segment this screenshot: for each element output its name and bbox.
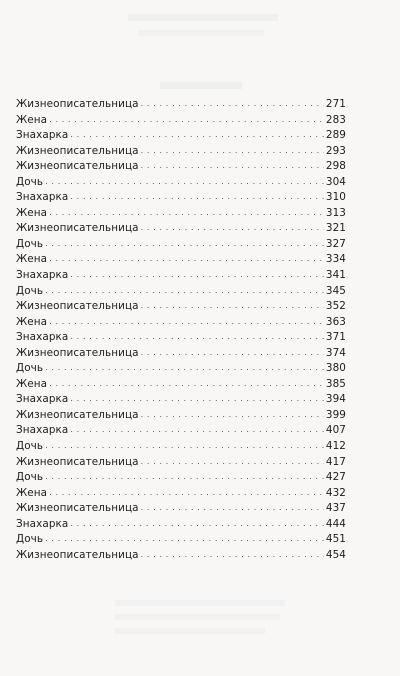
dot-leader	[141, 96, 324, 112]
toc-entry-title: Знахарка	[16, 424, 69, 437]
toc-entry-title: Жена	[16, 206, 48, 219]
toc-entry-page-number: 363	[325, 315, 346, 328]
toc-entry-page-number: 321	[325, 222, 346, 235]
toc-entry[interactable]	[16, 423, 346, 439]
toc-entry-title: Знахарка	[16, 191, 69, 204]
toc-entry[interactable]	[16, 517, 346, 533]
toc-entry[interactable]	[16, 97, 346, 113]
dot-leader	[70, 267, 323, 283]
toc-entry[interactable]	[16, 252, 346, 268]
toc-entry[interactable]	[16, 206, 346, 222]
toc-entry[interactable]	[16, 501, 346, 517]
dot-leader	[70, 189, 323, 205]
toc-entry[interactable]	[16, 144, 346, 160]
toc-entry-title: Жена	[16, 315, 48, 328]
dot-leader	[141, 547, 324, 563]
toc-entry-title: Дочь	[16, 440, 44, 453]
toc-entry-page-number: 407	[325, 424, 346, 437]
toc-entry-page-number: 283	[325, 113, 346, 126]
toc-entry-page-number: 380	[325, 362, 346, 375]
dot-leader	[49, 205, 324, 221]
toc-entry[interactable]	[16, 159, 346, 175]
toc-entry[interactable]	[16, 346, 346, 362]
toc-entry-page-number: 394	[325, 393, 346, 406]
toc-entry-title: Жизнеописательница	[16, 160, 139, 173]
dot-leader	[141, 220, 324, 236]
toc-entry-page-number: 444	[325, 517, 346, 530]
toc-entry-page-number: 327	[325, 237, 346, 250]
dot-leader	[45, 469, 324, 485]
toc-entry-title: Жена	[16, 486, 48, 499]
toc-entry-title: Дочь	[16, 362, 44, 375]
toc-entry-title: Жена	[16, 377, 48, 390]
toc-entry-page-number: 427	[325, 471, 346, 484]
toc-entry-page-number: 432	[325, 486, 346, 499]
dot-leader	[70, 127, 323, 143]
dot-leader	[70, 391, 323, 407]
toc-entry[interactable]	[16, 486, 346, 502]
toc-entry-title: Жизнеописательница	[16, 548, 139, 561]
toc-entry-page-number: 412	[325, 440, 346, 453]
toc-entry-title: Жизнеописательница	[16, 346, 139, 359]
dot-leader	[45, 236, 324, 252]
toc-entry-title: Жизнеописательница	[16, 222, 139, 235]
toc-entry[interactable]	[16, 470, 346, 486]
toc-entry-title: Жена	[16, 253, 48, 266]
toc-entry-page-number: 417	[325, 455, 346, 468]
dot-leader	[141, 454, 324, 470]
show-through-text	[160, 82, 242, 89]
toc-entry-page-number: 298	[325, 160, 346, 173]
dot-leader	[49, 376, 324, 392]
dot-leader	[45, 360, 324, 376]
show-through-text	[115, 614, 280, 620]
toc-entry-title: Знахарка	[16, 517, 69, 530]
toc-entry[interactable]	[16, 128, 346, 144]
toc-entry[interactable]	[16, 439, 346, 455]
dot-leader	[49, 485, 324, 501]
toc-entry[interactable]	[16, 221, 346, 237]
toc-entry-title: Знахарка	[16, 331, 69, 344]
show-through-text	[115, 600, 285, 606]
show-through-text	[115, 628, 265, 634]
toc-entry-page-number: 289	[325, 129, 346, 142]
dot-leader	[45, 283, 324, 299]
toc-entry[interactable]	[16, 113, 346, 129]
toc-entry-page-number: 293	[325, 144, 346, 157]
dot-leader	[141, 407, 324, 423]
dot-leader	[141, 500, 324, 516]
toc-entry-title: Жена	[16, 113, 48, 126]
dot-leader	[70, 516, 323, 532]
toc-entry[interactable]	[16, 175, 346, 191]
toc-entry-page-number: 334	[325, 253, 346, 266]
toc-entry-title: Жизнеописательница	[16, 408, 139, 421]
toc-entry-page-number: 371	[325, 331, 346, 344]
toc-entry-page-number: 345	[325, 284, 346, 297]
toc-entry[interactable]	[16, 408, 346, 424]
toc-entry[interactable]	[16, 299, 346, 315]
toc-entry[interactable]	[16, 392, 346, 408]
toc-entry-page-number: 313	[325, 206, 346, 219]
toc-entry-page-number: 454	[325, 548, 346, 561]
toc-entry[interactable]	[16, 377, 346, 393]
toc-entry[interactable]	[16, 455, 346, 471]
toc-entry-page-number: 304	[325, 175, 346, 188]
toc-entry-page-number: 352	[325, 300, 346, 313]
toc-entry[interactable]	[16, 315, 346, 331]
toc-entry-title: Жизнеописательница	[16, 455, 139, 468]
table-of-contents	[16, 97, 346, 563]
dot-leader	[70, 329, 323, 345]
dot-leader	[70, 422, 323, 438]
dot-leader	[49, 314, 324, 330]
toc-entry[interactable]	[16, 361, 346, 377]
toc-entry[interactable]	[16, 268, 346, 284]
toc-entry-title: Дочь	[16, 471, 44, 484]
dot-leader	[141, 298, 324, 314]
toc-entry-title: Жизнеописательница	[16, 144, 139, 157]
toc-entry-page-number: 385	[325, 377, 346, 390]
dot-leader	[45, 174, 324, 190]
toc-entry-title: Знахарка	[16, 393, 69, 406]
toc-entry-page-number: 271	[325, 98, 346, 110]
toc-entry-title: Жизнеописательница	[16, 502, 139, 515]
toc-entry[interactable]	[16, 548, 346, 564]
show-through-text	[128, 14, 278, 21]
toc-entry-page-number: 451	[325, 533, 346, 546]
toc-entry[interactable]	[16, 284, 346, 300]
toc-entry-page-number: 310	[325, 191, 346, 204]
toc-entry-title: Жизнеописательница	[16, 98, 139, 110]
toc-entry-title: Дочь	[16, 175, 44, 188]
dot-leader	[141, 345, 324, 361]
toc-entry-page-number: 341	[325, 269, 346, 282]
dot-leader	[49, 112, 324, 128]
toc-entry-title: Знахарка	[16, 269, 69, 282]
dot-leader	[141, 143, 324, 159]
toc-entry-title: Дочь	[16, 284, 44, 297]
show-through-text	[138, 30, 264, 36]
toc-entry-page-number: 437	[325, 502, 346, 515]
toc-entry-title: Дочь	[16, 237, 44, 250]
toc-entry[interactable]	[16, 237, 346, 253]
toc-entry-title: Жизнеописательница	[16, 300, 139, 313]
dot-leader	[141, 158, 324, 174]
toc-entry[interactable]	[16, 190, 346, 206]
toc-entry[interactable]	[16, 532, 346, 548]
toc-entry-page-number: 374	[325, 346, 346, 359]
dot-leader	[45, 531, 324, 547]
dot-leader	[45, 438, 324, 454]
toc-entry-title: Дочь	[16, 533, 44, 546]
dot-leader	[49, 251, 324, 267]
toc-entry-title: Знахарка	[16, 129, 69, 142]
toc-entry[interactable]	[16, 330, 346, 346]
toc-entry-page-number: 399	[325, 408, 346, 421]
